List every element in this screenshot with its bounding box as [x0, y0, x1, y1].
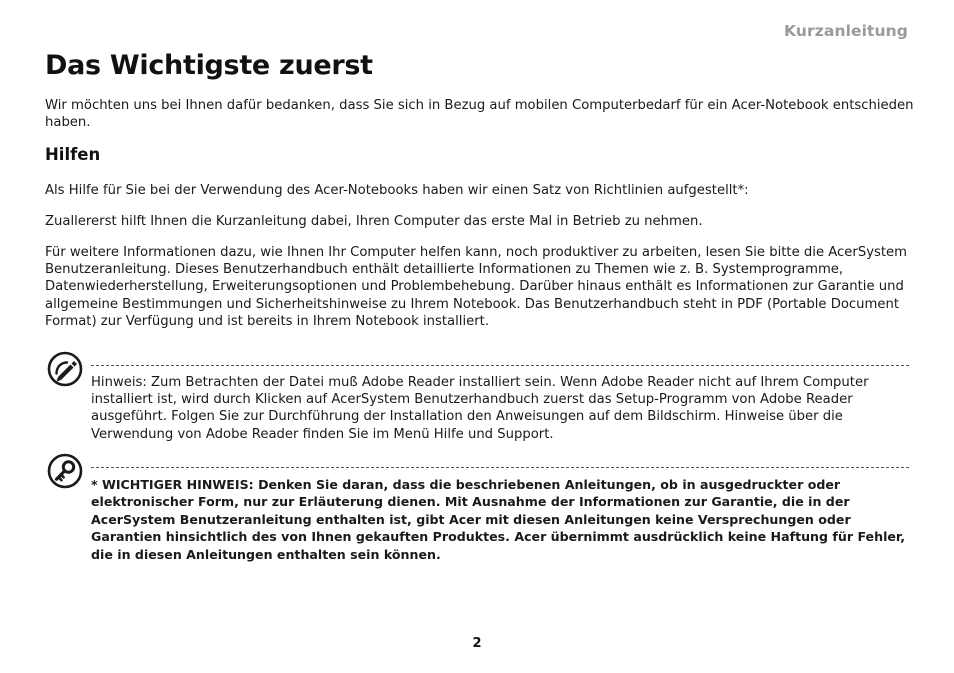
- pencil-note-icon: [47, 351, 83, 387]
- section-heading: Hilfen: [45, 145, 101, 164]
- hint-note: [45, 351, 909, 451]
- page-title: Das Wichtigste zuerst: [45, 50, 373, 81]
- page-number: 2: [472, 636, 482, 651]
- important-note-text: * WICHTIGER HINWEIS: Denken Sie daran, dass die beschriebenen Anleitungen, ob in ausgedruckter oder elektronischer Form, nur zur Erläuterung dienen. Mit Ausnahme der Informationen zur Garantie, die in der AcerSystem Benutzeranleitung enthalten ist, gibt Acer mit diesen Anleitungen keine Versprechungen oder Garantien hinsichtlich des von Ihnen gekauften Produktes. Acer übernimmt ausdrücklich keine Haftung für Fehler, die in diesen Anleitungen enthalten sein können.: [91, 477, 906, 562]
- important-divider: [91, 467, 909, 468]
- header-label: Kurzanleitung: [784, 22, 908, 40]
- intro-paragraph: Wir möchten uns bei Ihnen dafür bedanken, dass Sie sich in Bezug auf mobilen Computerbedarf für ein Acer-Notebook entschieden haben.: [45, 98, 914, 131]
- help-paragraph-1: Als Hilfe für Sie bei der Verwendung des Acer-Notebooks haben wir einen Satz von Richtlinien aufgestellt*:: [45, 183, 749, 198]
- help-paragraph-3: Für weitere Informationen dazu, wie Ihnen Ihr Computer helfen kann, noch produktiver zu arbeiten, lesen Sie bitte die AcerSystem Benutzeranleitung. Dieses Benutzerhandbuch enthält detaillierte Informationen zu Themen wie z. B. Systemprogramme, Datenwiederherstellung, Erweiterungsoptionen und Problembehebung. Darüber hinaus enthält es Informationen zur Garantie und allgemeine Bestimmungen und Sicherheitshinweise zu Ihrem Notebook. Das Benutzerhandbuch steht in PDF (Portable Document Format) zur Verfügung und ist bereits in Ihrem Notebook installiert.: [45, 245, 908, 329]
- key-important-icon: [47, 453, 83, 489]
- important-note: [45, 453, 909, 573]
- help-paragraph-2: Zuallererst hilft Ihnen die Kurzanleitung dabei, Ihren Computer das erste Mal in Betrieb zu nehmen.: [45, 214, 703, 229]
- hint-divider: [91, 365, 909, 366]
- hint-note-text: Hinweis: Zum Betrachten der Datei muß Adobe Reader installiert sein. Wenn Adobe Reader nicht auf Ihrem Computer installiert ist, wird durch Klicken auf AcerSystem Benutzerhandbuch zuerst das Setup-Programm von Adobe Reader ausgeführt. Folgen Sie zur Durchführung der Installation den Anweisungen auf dem Bildschirm. Hinweise über die Verwendung von Adobe Reader finden Sie im Menü Hilfe und Support.: [91, 375, 869, 442]
